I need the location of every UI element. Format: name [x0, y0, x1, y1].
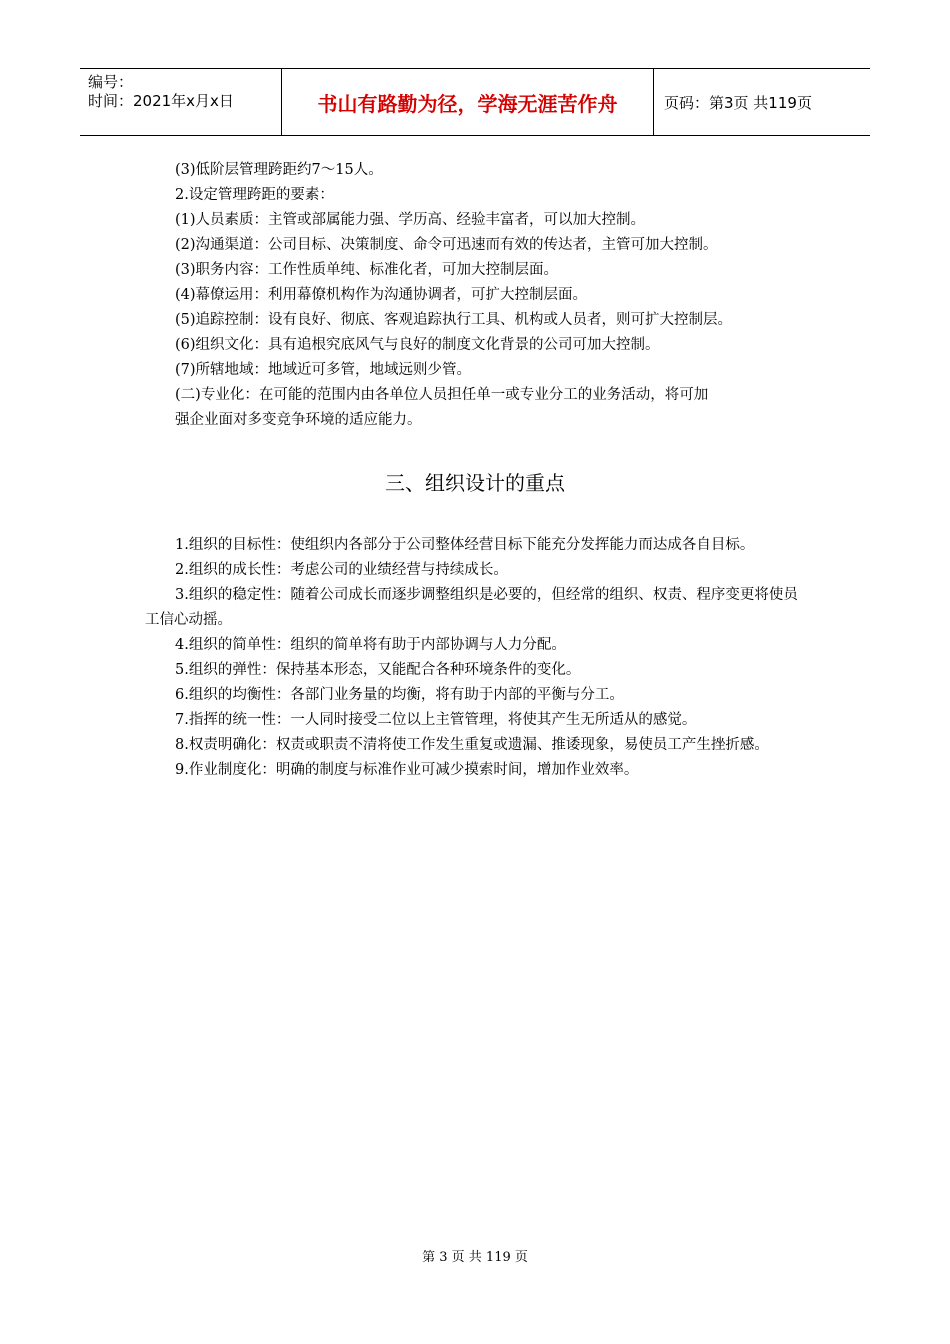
- text-line: 2.设定管理跨距的要素：: [175, 187, 334, 203]
- document-time-label: 时间：2021年x月x日: [88, 92, 234, 110]
- list-item: 5.组织的弹性：保持基本形态，又能配合各种环境条件的变化。: [175, 662, 581, 678]
- list-item: 1.组织的目标性：使组织内各部分于公司整体经营目标下能充分发挥能力而达成各自目标。: [175, 537, 755, 553]
- text-line: (二)专业化：在可能的范围内由各单位人员担任单一或专业分工的业务活动，将可加: [175, 387, 709, 403]
- page-footer: 第 3 页 共 119 页: [422, 1250, 528, 1265]
- text-line: 强企业面对多变竞争环境的适应能力。: [175, 412, 422, 428]
- page-header: [80, 68, 870, 136]
- header-meta: [80, 69, 282, 135]
- text-line: (2)沟通渠道：公司目标、决策制度、命令可迅速而有效的传达者，主管可加大控制。: [175, 237, 718, 253]
- text-line: (1)人员素质：主管或部属能力强、学历高、经验丰富者，可以加大控制。: [175, 212, 646, 228]
- header-motto: 书山有路勤为径，学海无涯苦作舟: [282, 69, 654, 135]
- upper-text-block: [145, 158, 805, 433]
- text-line: (7)所辖地域：地域近可多管，地域远则少管。: [175, 362, 472, 378]
- text-line: (6)组织文化：具有追根究底风气与良好的制度文化背景的公司可加大控制。: [175, 337, 660, 353]
- text-line: (5)追踪控制：设有良好、彻底、客观追踪执行工具、机构或人员者，则可扩大控制层。: [175, 312, 733, 328]
- list-item: 8.权责明确化：权责或职责不清将使工作发生重复或遗漏、推诿现象，易使员工产生挫折感。: [175, 737, 769, 753]
- document-number-label: 编号：: [88, 73, 134, 91]
- list-item: 9.作业制度化：明确的制度与标准作业可减少摸索时间，增加作业效率。: [175, 762, 639, 778]
- points-list: [145, 533, 805, 783]
- list-item: 7.指挥的统一性：一人同时接受二位以上主管管理，将使其产生无所适从的感觉。: [175, 712, 697, 728]
- header-page-info: 页码：第3页 共119页: [664, 93, 812, 112]
- section-title: 三、组织设计的重点: [385, 471, 565, 495]
- list-item: 4.组织的简单性：组织的简单将有助于内部协调与人力分配。: [175, 637, 566, 653]
- text-line: (3)低阶层管理跨距约7～15人。: [175, 162, 383, 178]
- list-item: 2.组织的成长性：考虑公司的业绩经营与持续成长。: [175, 562, 508, 578]
- list-item: 3.组织的稳定性：随着公司成长而逐步调整组织是必要的，但经常的组织、权责、程序变更将使员工信心动摇。: [145, 587, 798, 628]
- list-item: 6.组织的均衡性：各部门业务量的均衡，将有助于内部的平衡与分工。: [175, 687, 624, 703]
- text-line: (4)幕僚运用：利用幕僚机构作为沟通协调者，可扩大控制层面。: [175, 287, 588, 303]
- text-line: (3)职务内容：工作性质单纯、标准化者，可加大控制层面。: [175, 262, 559, 278]
